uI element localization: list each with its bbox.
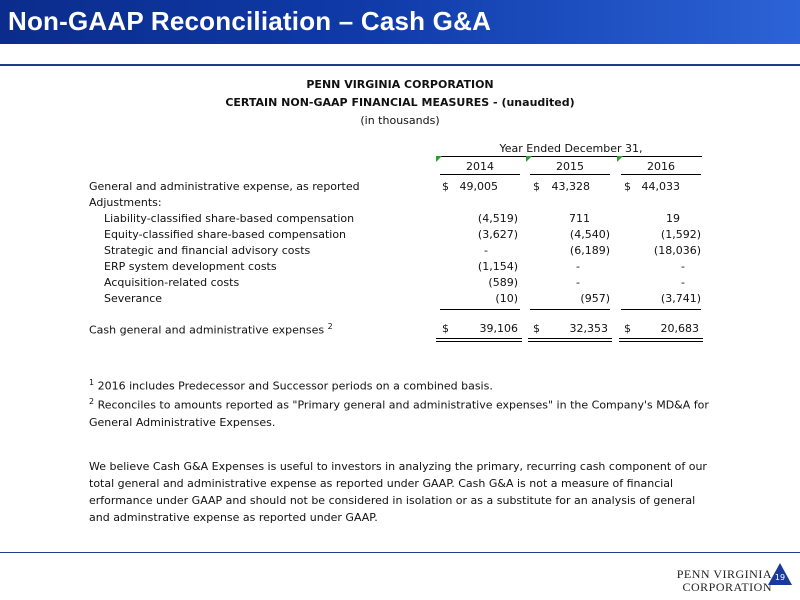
dollar-sign: $: [533, 322, 540, 335]
subtotal-rule: [440, 309, 520, 310]
year-header-2016: 2016: [647, 160, 675, 173]
cell-value: -: [681, 276, 685, 289]
cell-value: (957): [580, 292, 610, 305]
total-double-rule: [436, 341, 522, 342]
table-row: [0, 196, 800, 212]
slide-title: Non-GAAP Reconciliation – Cash G&A: [8, 6, 492, 36]
year-underline: [440, 174, 520, 175]
total-double-rule: [619, 338, 703, 339]
row-label: Equity-classified share-based compensation: [104, 228, 347, 241]
period-header: Year Ended December 31,: [499, 142, 643, 155]
total-double-rule: [528, 338, 612, 339]
cell-value: -: [576, 260, 580, 273]
cell-value: -: [681, 260, 685, 273]
subtotal-rule: [530, 309, 610, 310]
dollar-sign: $: [624, 322, 631, 335]
dollar-sign: $: [442, 322, 449, 335]
total-label-text: Cash general and administrative expenses: [89, 323, 325, 337]
cell-value: (3,627): [477, 228, 518, 241]
cell-value: 49,005: [459, 180, 498, 193]
table-row: [0, 276, 800, 292]
total-label: [89, 322, 333, 337]
table-row: [0, 212, 800, 228]
table-row: [0, 244, 800, 260]
table-row: [0, 292, 800, 308]
cell-value: (4,519): [477, 212, 518, 225]
cell-value: (1,592): [660, 228, 701, 241]
row-label: Strategic and financial advisory costs: [104, 244, 311, 257]
table-row: [0, 228, 800, 244]
report-units: (in thousands): [360, 114, 440, 127]
dollar-sign: $: [442, 180, 449, 193]
cell-value: (3,741): [660, 292, 701, 305]
total-value: 39,106: [479, 322, 518, 335]
cell-value: (4,540): [569, 228, 610, 241]
period-header-underline: [440, 156, 702, 157]
cell-value: (18,036): [653, 244, 701, 257]
footnote-1: [89, 374, 719, 395]
dollar-sign: $: [533, 180, 540, 193]
cell-value: -: [484, 244, 488, 257]
bottom-divider: [0, 552, 800, 553]
footnote-text: 2016 includes Predecessor and Successor periods on a combined basis.: [97, 379, 493, 393]
title-bar: [0, 0, 800, 44]
footnote-ref: 2: [327, 322, 333, 331]
total-double-rule: [528, 341, 612, 342]
footnote-text: Reconciles to amounts reported as "Primary general and administrative expenses" in the Company's MD&A for General Administrative Expenses.: [89, 398, 709, 429]
year-header-2015: 2015: [556, 160, 584, 173]
cell-value: -: [576, 276, 580, 289]
row-label: Severance: [104, 292, 163, 305]
total-double-rule: [619, 341, 703, 342]
row-label: ERP system development costs: [104, 260, 277, 273]
dollar-sign: $: [624, 180, 631, 193]
year-underline: [530, 174, 610, 175]
page-number: 19: [774, 573, 786, 582]
footnote-number: 1: [89, 378, 95, 387]
table-row: [0, 180, 800, 196]
row-label: General and administrative expense, as reported: [89, 180, 360, 193]
cell-value: 711: [569, 212, 590, 225]
cell-value: 43,328: [551, 180, 590, 193]
cell-value: (10): [495, 292, 518, 305]
table-total-row: [0, 322, 800, 338]
total-value: 32,353: [569, 322, 608, 335]
total-double-rule: [436, 338, 522, 339]
cell-value: (1,154): [477, 260, 518, 273]
cell-value: (589): [488, 276, 518, 289]
company-name: PENN VIRGINIA CORPORATION: [306, 78, 494, 91]
logo-line-1: PENN VIRGINIA: [676, 567, 772, 581]
disclaimer-paragraph: We believe Cash G&A Expenses is useful to investors in analyzing the primary, recurring cash component of our total general and administrative expense as reported under GAAP. Cash G&A is not a measure of financial erformance under GAAP and should not be considered in isolation or as a substitute for an analysis of general and adminstrative expense as reported under GAAP.: [89, 460, 707, 524]
top-divider: [0, 64, 800, 66]
cell-value: 44,033: [641, 180, 680, 193]
logo-line-2: CORPORATION: [682, 580, 772, 594]
table-row: [0, 260, 800, 276]
footnote-2: [89, 393, 719, 431]
year-underline: [621, 174, 701, 175]
cell-value: (6,189): [569, 244, 610, 257]
subtotal-rule: [621, 309, 701, 310]
row-label: Acquisition-related costs: [104, 276, 240, 289]
cell-value: 19: [666, 212, 680, 225]
footnote-number: 2: [89, 397, 95, 406]
total-value: 20,683: [660, 322, 699, 335]
row-label: Liability-classified share-based compensation: [104, 212, 355, 225]
row-label: Adjustments:: [89, 196, 162, 209]
report-subtitle: CERTAIN NON-GAAP FINANCIAL MEASURES - (unaudited): [225, 96, 575, 109]
year-header-2014: 2014: [466, 160, 494, 173]
